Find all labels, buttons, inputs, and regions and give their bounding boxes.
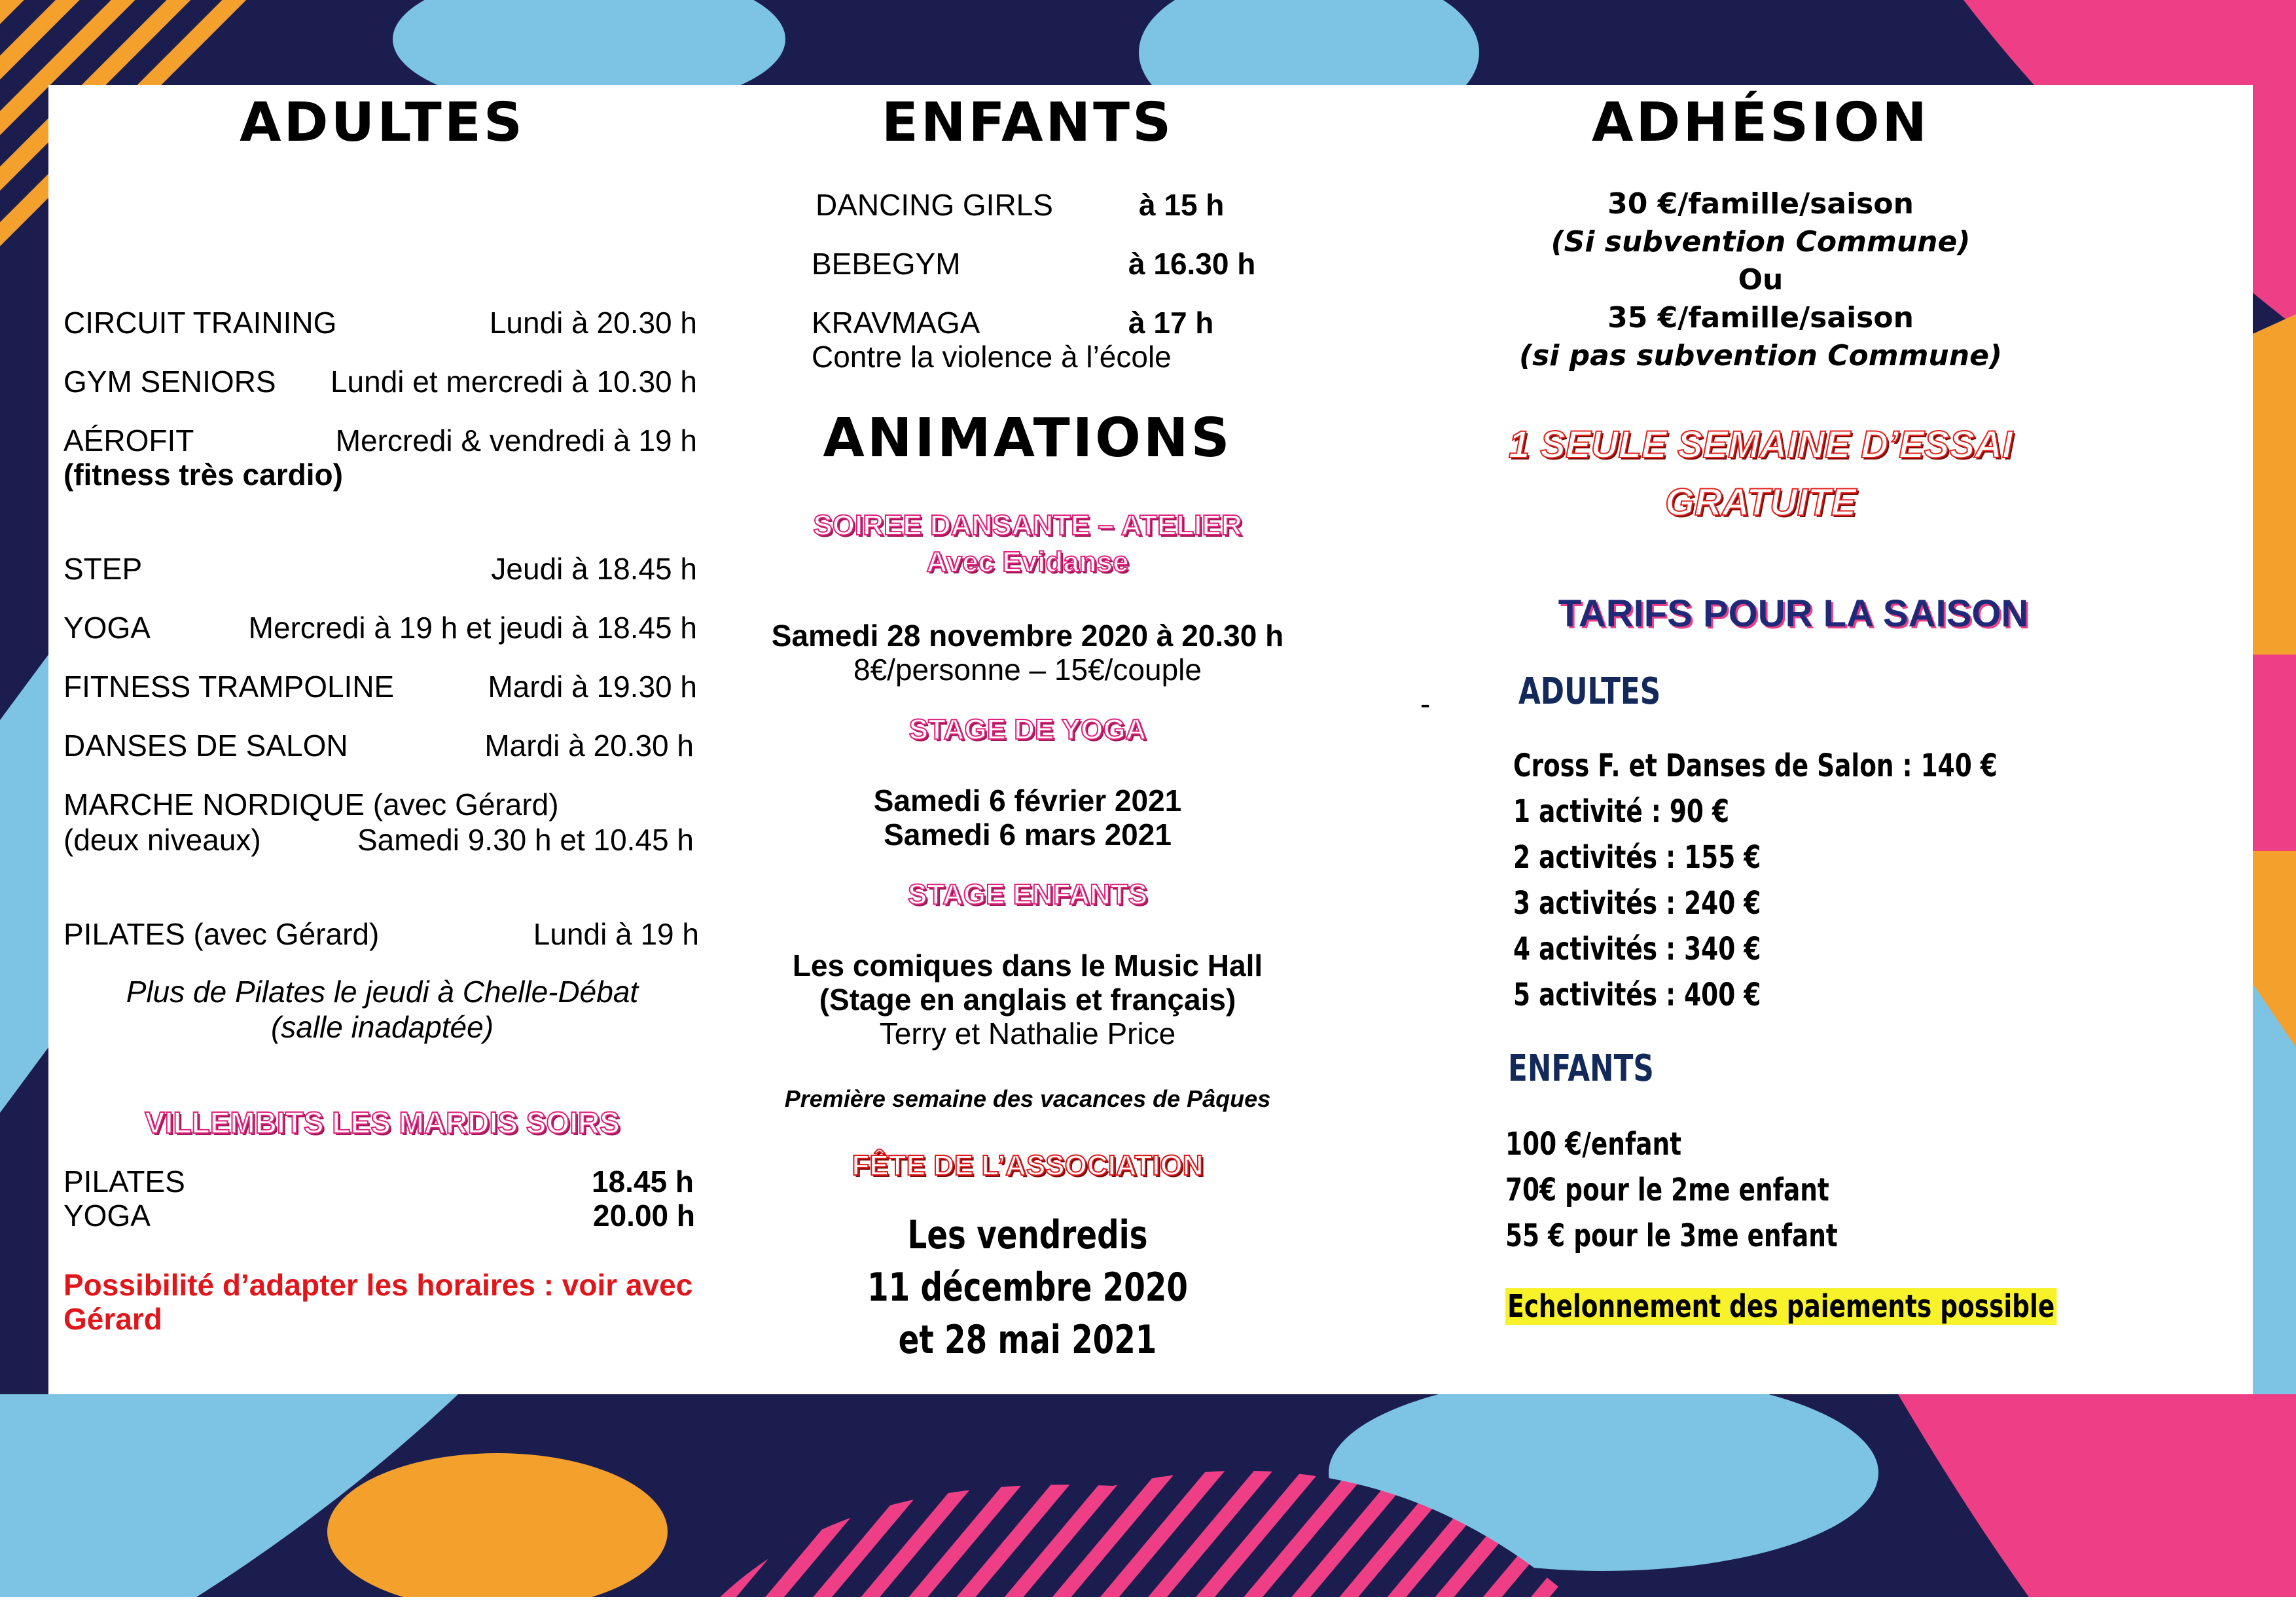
tarif-line: 1 activité : 90 € bbox=[1513, 793, 1730, 830]
enfant-activity-name: BEBEGYM bbox=[812, 247, 961, 281]
tarif-line: Cross F. et Danses de Salon : 140 € bbox=[1513, 748, 1998, 784]
adulte-activity-name: GYM SENIORS bbox=[63, 365, 276, 399]
adulte-activity-name: STEP bbox=[63, 552, 143, 586]
paiement-highlight: Echelonnement des paiements possible bbox=[1505, 1288, 2056, 1325]
adulte-activity-name: DANSES DE SALON bbox=[63, 729, 348, 763]
tarifs-title: TARIFS POUR LA SAISON bbox=[1558, 592, 2029, 635]
enfants-title: ENFANTS bbox=[881, 92, 1174, 154]
kravmaga-note: Contre la violence à l’école bbox=[812, 340, 1172, 374]
adulte-activity-time: Mardi à 19.30 h bbox=[488, 670, 697, 704]
animations-title: ANIMATIONS bbox=[823, 407, 1232, 469]
tarif-enfant-line: 100 €/enfant bbox=[1505, 1126, 1682, 1163]
adulte-activity-note: (fitness très cardio) bbox=[63, 458, 343, 492]
yoga-date: Samedi 6 février 2021 bbox=[873, 784, 1182, 818]
soiree-subtitle: Avec Evidanse bbox=[926, 546, 1129, 578]
adhesion-or: Ou bbox=[1738, 263, 1784, 297]
enfant-activity-time: à 17 h bbox=[1128, 306, 1214, 340]
adulte-activity-time: Lundi à 20.30 h bbox=[489, 306, 697, 340]
adulte-activity-name: AÉROFIT bbox=[63, 424, 194, 458]
soiree-title: SOIREE DANSANTE – ATELIER bbox=[813, 509, 1242, 541]
enfant-activity-name: DANCING GIRLS bbox=[816, 188, 1053, 222]
tarif-enfant-line: 55 € pour le 3me enfant bbox=[1505, 1218, 1838, 1254]
stage-enfants-title: STAGE ENFANTS bbox=[908, 878, 1147, 911]
villembits-activity-time: 20.00 h bbox=[593, 1199, 695, 1233]
adulte-activity-name: CIRCUIT TRAINING bbox=[63, 306, 337, 340]
horaires-footnote: Gérard bbox=[63, 1302, 162, 1336]
fete-dates: et 28 mai 2021 bbox=[898, 1317, 1157, 1363]
soiree-date: Samedi 28 novembre 2020 à 20.30 h bbox=[771, 619, 1284, 653]
adhesion-title: ADHÉSION bbox=[1591, 92, 1930, 154]
adulte-activity-time: Samedi 9.30 h et 10.45 h bbox=[357, 823, 694, 857]
adulte-activity-time: Mercredi à 19 h et jeudi à 18.45 h bbox=[248, 611, 697, 645]
enfant-activity-time: à 15 h bbox=[1139, 188, 1225, 222]
villembits-activity-time: 18.45 h bbox=[592, 1164, 694, 1199]
adhesion-condition: (Si subvention Commune) bbox=[1551, 225, 1971, 259]
adulte-activity-time: Jeudi à 18.45 h bbox=[491, 552, 697, 586]
stage-yoga-title: STAGE DE YOGA bbox=[908, 713, 1147, 746]
pilates-note: (salle inadaptée) bbox=[270, 1010, 494, 1044]
adulte-activity-time: Mercredi & vendredi à 19 h bbox=[335, 424, 697, 458]
stage-enfants-text: Terry et Nathalie Price bbox=[879, 1017, 1176, 1051]
tarif-line: 4 activités : 340 € bbox=[1513, 931, 1761, 967]
adhesion-price: 30 €/famille/saison bbox=[1607, 187, 1914, 221]
horaires-footnote: Possibilité d’adapter les horaires : voir avec bbox=[63, 1268, 693, 1302]
adhesion-condition: (si pas subvention Commune) bbox=[1518, 339, 2003, 372]
fete-dates: Les vendredis bbox=[907, 1212, 1148, 1258]
dash-mark: - bbox=[1420, 687, 1431, 721]
adulte-activity-note: (deux niveaux) bbox=[63, 823, 261, 857]
villembits-title: VILLEMBITS LES MARDIS SOIRS bbox=[145, 1106, 620, 1140]
adulte-activity-time: Lundi et mercredi à 10.30 h bbox=[330, 365, 697, 399]
adulte-activity-name: FITNESS TRAMPOLINE bbox=[63, 670, 395, 704]
tarif-line: 5 activités : 400 € bbox=[1513, 977, 1761, 1013]
fete-title: FÊTE DE L’ASSOCIATION bbox=[852, 1149, 1204, 1182]
tarifs-enfants-title: ENFANTS bbox=[1508, 1047, 1654, 1090]
stage-enfants-text: (Stage en anglais et français) bbox=[819, 983, 1236, 1017]
adulte-activity-time: Lundi à 19 h bbox=[533, 917, 699, 951]
stage-enfants-period: Première semaine des vacances de Pâques bbox=[784, 1085, 1271, 1112]
adhesion-price: 35 €/famille/saison bbox=[1607, 301, 1914, 334]
villembits-activity-name: PILATES bbox=[63, 1164, 185, 1199]
pilates-note: Plus de Pilates le jeudi à Chelle-Débat bbox=[126, 975, 639, 1009]
adulte-activity-time: Mardi à 20.30 h bbox=[484, 729, 694, 763]
tarif-enfant-line: 70€ pour le 2me enfant bbox=[1505, 1172, 1829, 1208]
adulte-activity-name: PILATES (avec Gérard) bbox=[63, 917, 380, 951]
enfant-activity-name: KRAVMAGA bbox=[812, 306, 980, 340]
adulte-activity-name: YOGA bbox=[63, 611, 151, 645]
essai-banner: GRATUITE bbox=[1664, 481, 1857, 524]
adulte-activity-name: MARCHE NORDIQUE (avec Gérard) bbox=[63, 787, 559, 821]
fete-dates: 11 décembre 2020 bbox=[867, 1265, 1188, 1310]
yoga-date: Samedi 6 mars 2021 bbox=[884, 818, 1172, 852]
tarif-line: 3 activités : 240 € bbox=[1513, 885, 1761, 922]
soiree-price: 8€/personne – 15€/couple bbox=[853, 653, 1202, 687]
tarifs-adultes-title: ADULTES bbox=[1518, 670, 1661, 713]
enfant-activity-time: à 16.30 h bbox=[1128, 247, 1256, 281]
essai-banner: 1 SEULE SEMAINE D’ESSAI bbox=[1508, 424, 2013, 466]
stage-enfants-text: Les comiques dans le Music Hall bbox=[792, 948, 1263, 983]
villembits-activity-name: YOGA bbox=[63, 1199, 151, 1233]
tarif-line: 2 activités : 155 € bbox=[1513, 839, 1761, 876]
adultes-title: ADULTES bbox=[240, 92, 525, 154]
